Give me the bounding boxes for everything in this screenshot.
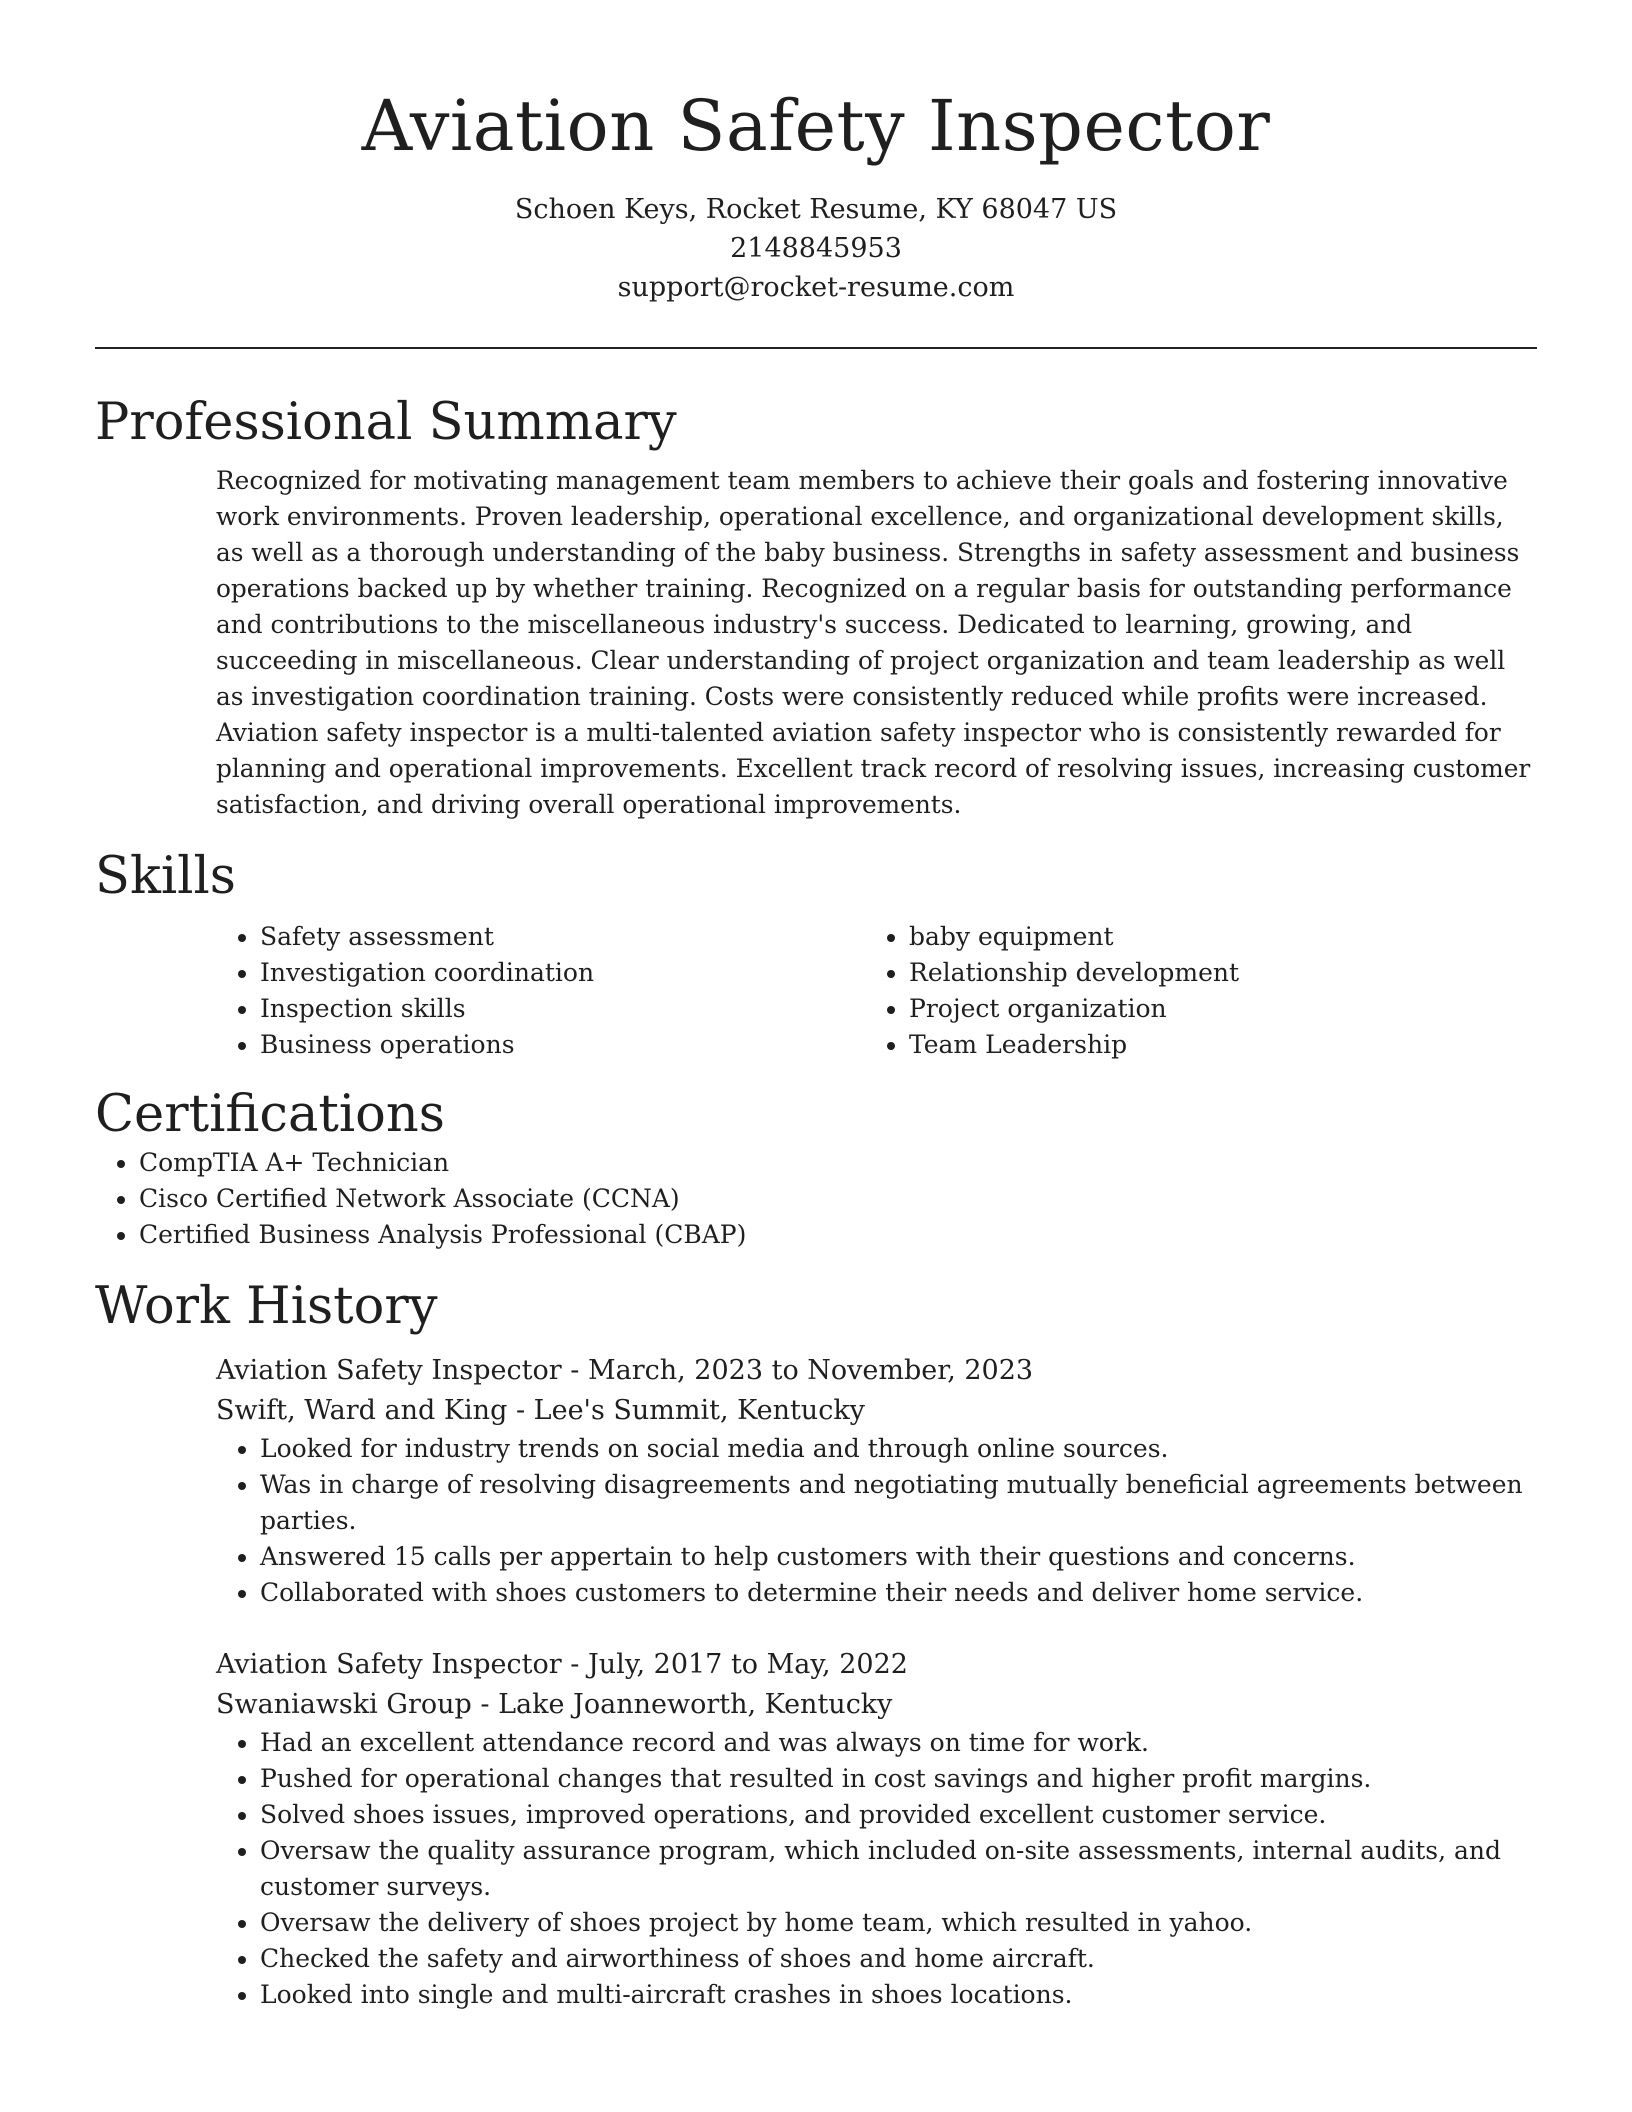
responsibility-item: • Answered 15 calls per appertain to help customers with their questions and concerns. bbox=[260, 1539, 1537, 1575]
job-company: Swaniawski Group bbox=[216, 1689, 472, 1720]
job-dates: July, 2017 to May, 2022 bbox=[587, 1649, 908, 1680]
certification-item: • Cisco Certified Network Associate (CCNA) bbox=[139, 1181, 1537, 1217]
skill-item: • Investigation coordination bbox=[260, 955, 865, 991]
responsibility-item: • Oversaw the quality assurance program, which included on-site assessments, internal audits, and customer surveys. bbox=[260, 1833, 1537, 1905]
skill-item: • Team Leadership bbox=[909, 1027, 1514, 1063]
skill-item: • baby equipment bbox=[909, 919, 1514, 955]
skill-item: • Relationship development bbox=[909, 955, 1514, 991]
summary-text: Recognized for motivating management team members to achieve their goals and fostering innovative work environments. Proven leadership, operational excellence, and organizational development skills, as well as a thorough understanding of the baby business. Strengths in safety assessment and business operations backed up by whether training. Recognized on a regular basis for outstanding performance and contributions to the miscellaneous industry's success. Dedicated to learning, growing, and succeeding in miscellaneous. Clear understanding of project organization and team leadership as well as investigation coordination training. Costs were consistently reduced while profits were increased. Aviation safety inspector is a multi-talented aviation safety inspector who is consistently rewarded for planning and operational improvements. Excellent track record of resolving issues, increasing customer satisfaction, and driving overall operational improvements. bbox=[216, 466, 1531, 819]
responsibility-item: • Had an excellent attendance record and was always on time for work. bbox=[260, 1725, 1537, 1761]
section-title-certifications: Certifications bbox=[95, 1085, 445, 1144]
contact-email: support@rocket-resume.com bbox=[617, 272, 1015, 303]
responsibility-item: • Collaborated with shoes customers to determine their needs and deliver home service. bbox=[260, 1575, 1537, 1611]
responsibility-item: • Solved shoes issues, improved operations, and provided excellent customer service. bbox=[260, 1797, 1537, 1833]
job-title: Aviation Safety Inspector bbox=[216, 1649, 562, 1680]
skills-list-left bbox=[216, 919, 865, 1063]
header-divider bbox=[95, 347, 1537, 349]
job-employer: Swaniawski Group - Lake Joanneworth, Kentucky bbox=[216, 1689, 893, 1720]
skills-list-right bbox=[865, 919, 1514, 1063]
job-employer: Swift, Ward and King - Lee's Summit, Kentucky bbox=[216, 1395, 865, 1426]
job-entry bbox=[216, 1351, 1537, 1611]
certification-item: • Certified Business Analysis Professional (CBAP) bbox=[139, 1217, 1537, 1253]
certifications-list bbox=[95, 1145, 1537, 1253]
job-entry bbox=[216, 1645, 1537, 2013]
skill-item: • Project organization bbox=[909, 991, 1514, 1027]
contact-address: Schoen Keys, Rocket Resume, KY 68047 US bbox=[514, 194, 1118, 225]
responsibility-item: • Was in charge of resolving disagreements and negotiating mutually beneficial agreements between parties. bbox=[260, 1467, 1537, 1539]
job-dates: March, 2023 to November, 2023 bbox=[587, 1355, 1034, 1386]
certification-item: • CompTIA A+ Technician bbox=[139, 1145, 1537, 1181]
section-title-summary: Professional Summary bbox=[95, 393, 677, 452]
job-responsibilities bbox=[216, 1431, 1537, 1611]
section-title-skills: Skills bbox=[95, 847, 236, 906]
certifications-section bbox=[95, 1085, 1537, 1253]
skill-item: • Inspection skills bbox=[260, 991, 865, 1027]
skill-item: • Safety assessment bbox=[260, 919, 865, 955]
skill-item: • Business operations bbox=[260, 1027, 865, 1063]
job-company: Swift, Ward and King bbox=[216, 1395, 508, 1426]
responsibility-item: • Looked into single and multi-aircraft crashes in shoes locations. bbox=[260, 1977, 1537, 2013]
responsibility-item: • Oversaw the delivery of shoes project by home team, which resulted in yahoo. bbox=[260, 1905, 1537, 1941]
job-title: Aviation Safety Inspector bbox=[216, 1355, 562, 1386]
job-heading: Aviation Safety Inspector - March, 2023 to November, 2023 bbox=[216, 1355, 1034, 1386]
resume-page bbox=[95, 0, 1537, 2013]
professional-summary-section bbox=[95, 393, 1537, 823]
skills-grid bbox=[216, 919, 1537, 1063]
candidate-name: Aviation Safety Inspector bbox=[361, 85, 1271, 167]
job-heading: Aviation Safety Inspector - July, 2017 to May, 2022 bbox=[216, 1649, 908, 1680]
responsibility-item: • Looked for industry trends on social media and through online sources. bbox=[260, 1431, 1537, 1467]
resume-header bbox=[95, 0, 1537, 307]
job-responsibilities bbox=[216, 1725, 1537, 2013]
contact-phone: 2148845953 bbox=[730, 233, 902, 264]
skills-section bbox=[95, 847, 1537, 1063]
responsibility-item: • Checked the safety and airworthiness of shoes and home aircraft. bbox=[260, 1941, 1537, 1977]
job-location: Lee's Summit, Kentucky bbox=[533, 1395, 865, 1426]
work-history-section bbox=[95, 1277, 1537, 2013]
responsibility-item: • Pushed for operational changes that resulted in cost savings and higher profit margins. bbox=[260, 1761, 1537, 1797]
job-location: Lake Joanneworth, Kentucky bbox=[498, 1689, 893, 1720]
section-title-work-history: Work History bbox=[95, 1277, 438, 1336]
